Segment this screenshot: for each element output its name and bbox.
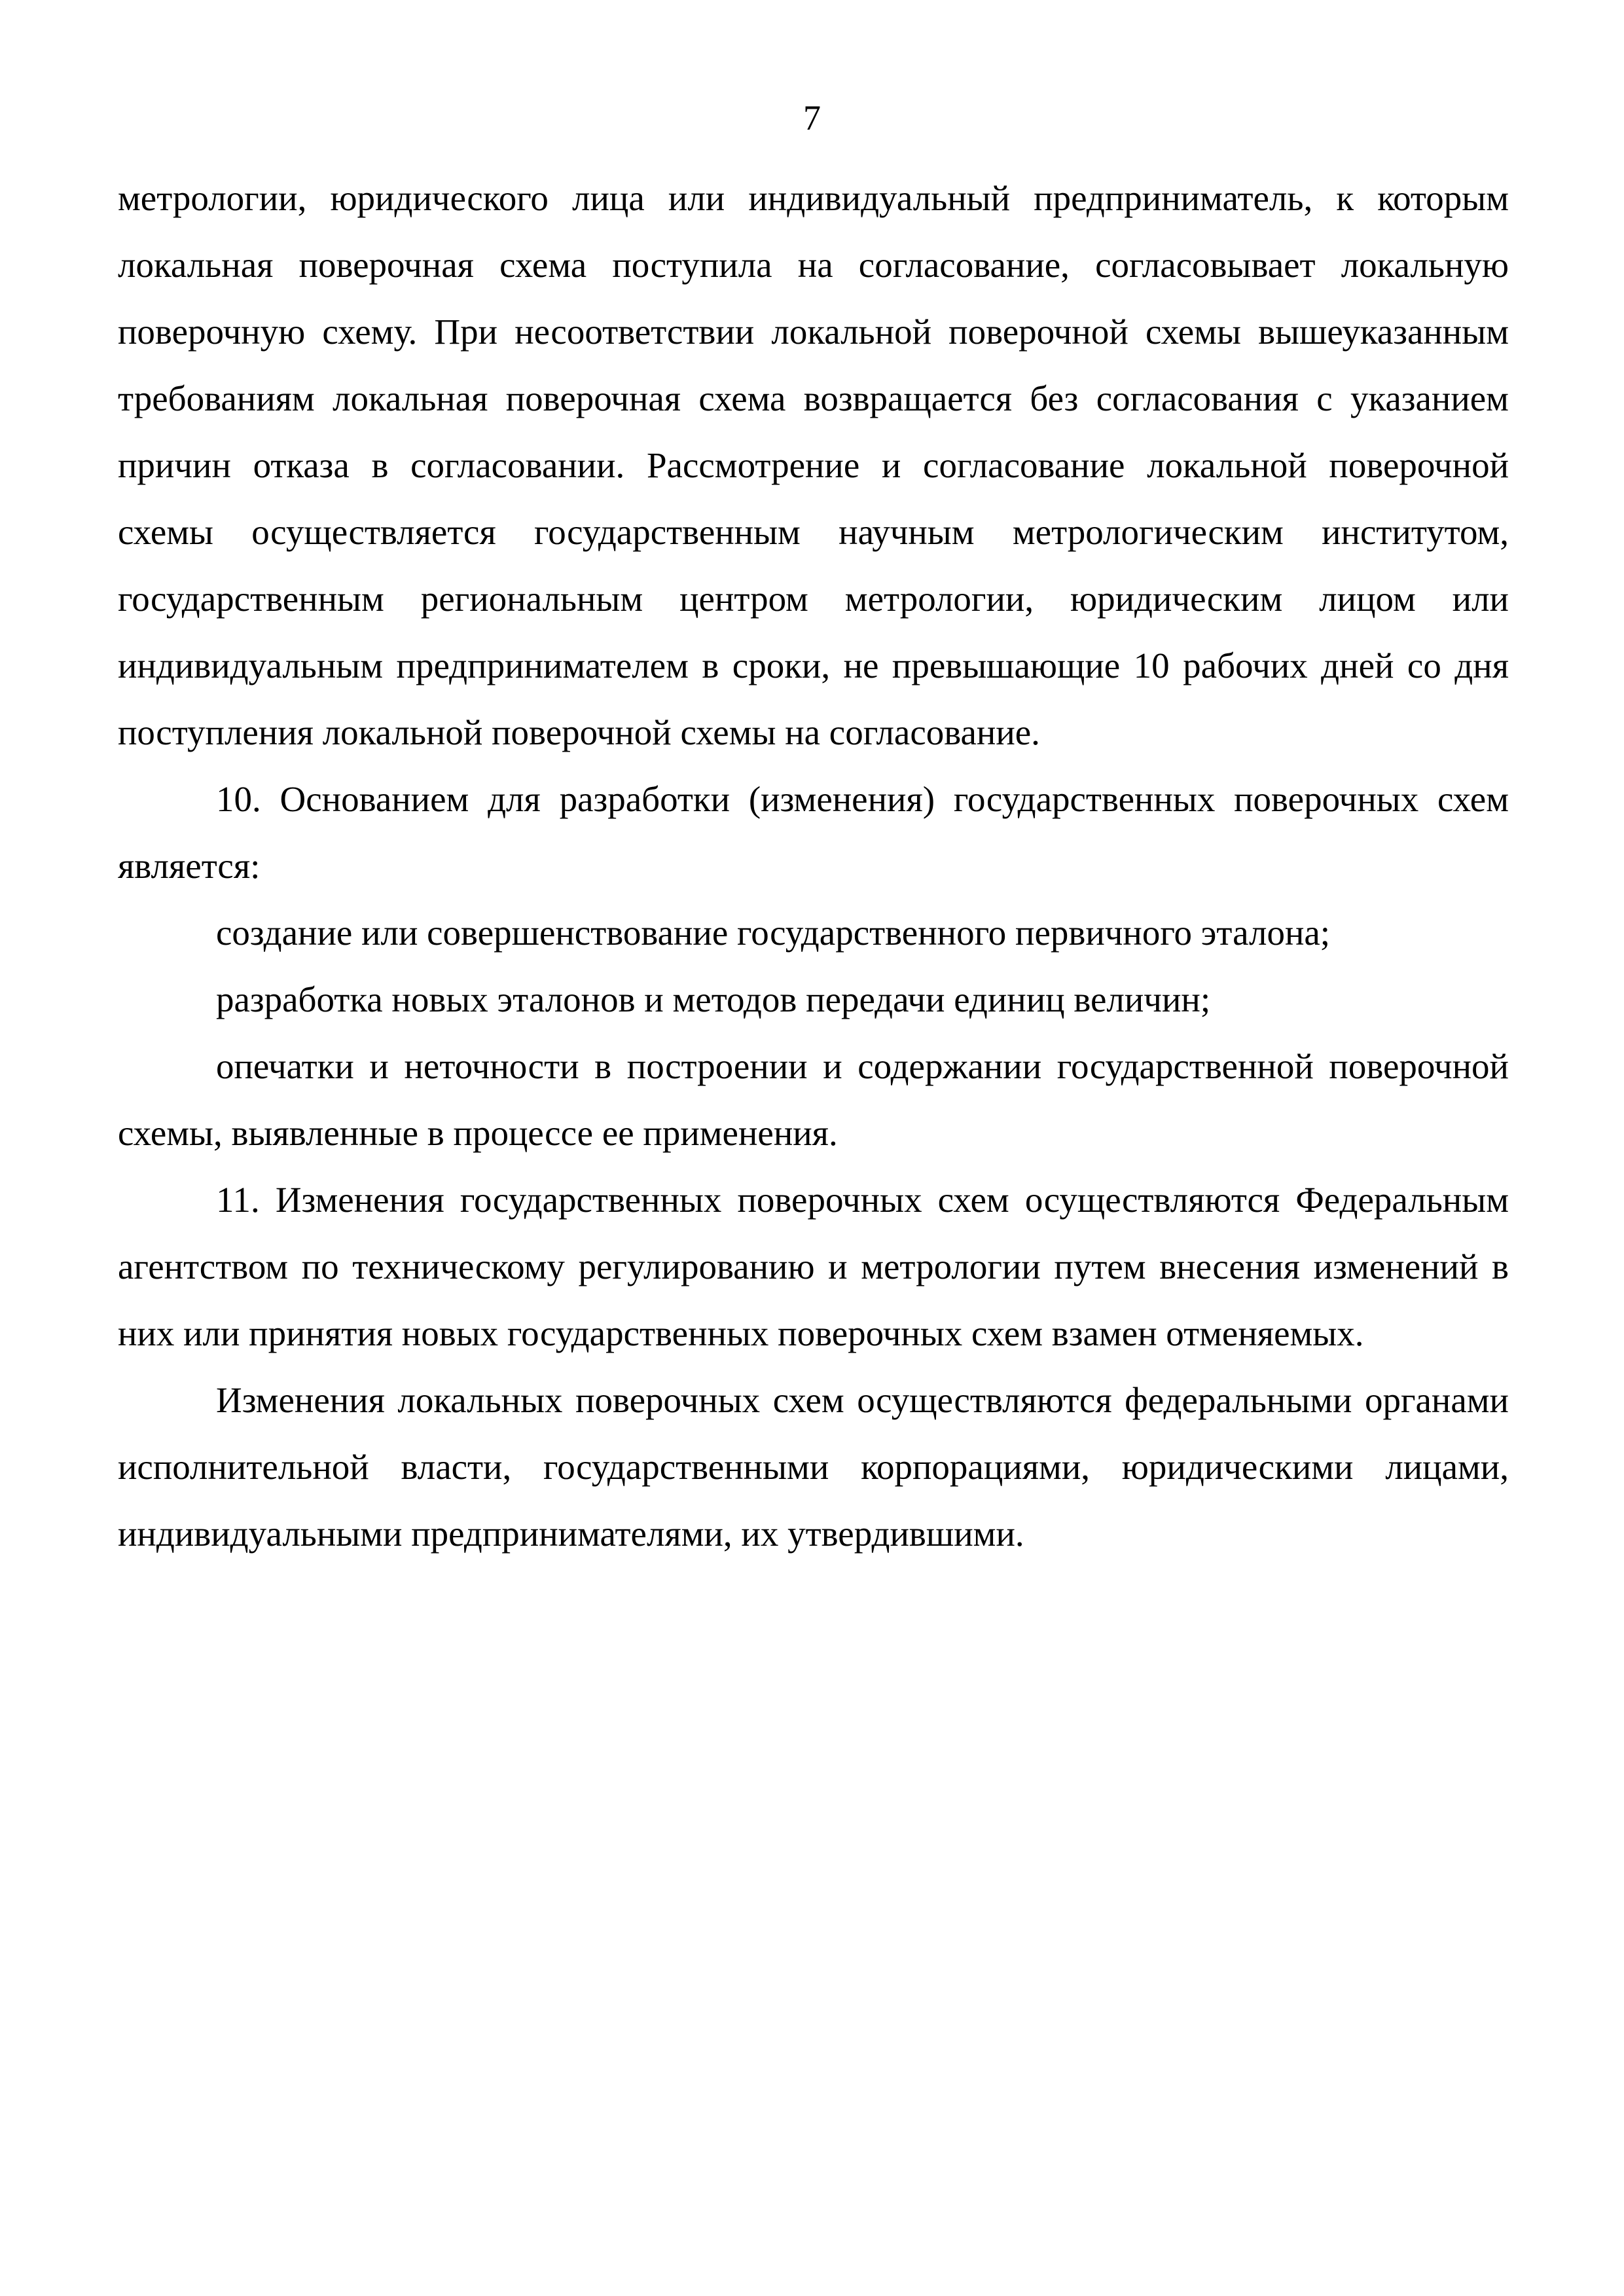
paragraph-local-changes: Изменения локальных поверочных схем осуществляются федеральными органами исполнительной власти, государственными корпорациями, юридическими лицами, индивидуальными предпринимателями, их утвердившими. [118, 1380, 1509, 1554]
list-item-new-standards: разработка новых эталонов и методов передачи единиц величин; [216, 979, 1211, 1019]
page-number: 7 [803, 98, 821, 137]
paragraph-continuation: метрологии, юридического лица или индивидуальный предприниматель, к которым локальная поверочная схема поступила на согласование, согласовывает локальную поверочную схему. При несоответствии локальной поверочной схемы вышеуказанным требованиям локальная поверочная схема возвращается без согласования с указанием причин отказа в согласовании. Рассмотрение и согласование локальной поверочной схемы осуществляется государственным научным метрологическим институтом, государственным региональным центром метрологии, юридическим лицом или индивидуальным предпринимателем в сроки, не превышающие 10 рабочих дней со дня поступления локальной поверочной схемы на согласование. [118, 178, 1509, 752]
paragraph-item-11: 11. Изменения государственных поверочных схем осуществляются Федеральным агентством по техническому регулированию и метрологии путем внесения изменений в них или принятия новых государственных поверочных схем взамен отменяемых. [118, 1180, 1509, 1353]
document-body [118, 165, 1509, 1567]
list-item-primary-standard: создание или совершенствование государственного первичного эталона; [216, 913, 1331, 953]
paragraph-item-10: 10. Основанием для разработки (изменения) государственных поверочных схем является: [118, 779, 1509, 886]
list-item-errors: опечатки и неточности в построении и содержании государственной поверочной схемы, выявленные в процессе ее применения. [118, 1046, 1509, 1153]
